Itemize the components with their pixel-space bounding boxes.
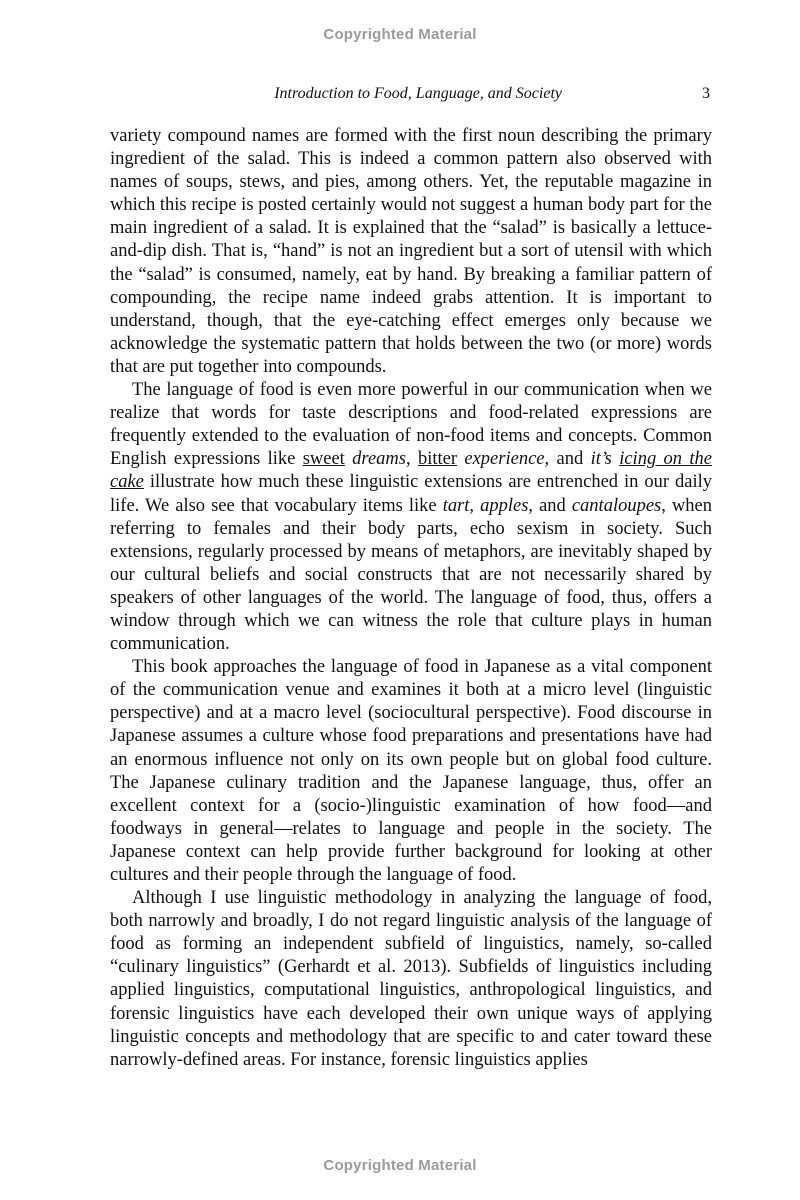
example-bitter: bitter xyxy=(417,449,458,470)
copyright-watermark-bottom: Copyrighted Material xyxy=(323,1157,477,1174)
vocab-apples: apples xyxy=(480,495,529,516)
example-sweet: sweet xyxy=(302,449,345,470)
running-title: Introduction to Food, Language, and Society xyxy=(274,85,562,102)
paragraph-2-text: The language of food is even more powerful in our communication when we realize that words for taste descriptions and food-related expressions are frequently extended to the evaluation of non-food items and concepts. Common English expressions like xyxy=(110,380,712,470)
vocab-cantaloupes: cantaloupes xyxy=(571,495,662,516)
paragraph-2: The language of food is even more powerful in our communication when we realize that words for taste descriptions and food-related expressions are frequently extended to the evaluation of non-food items and concepts. Common English expressions like sweet dreams, bitter experience, and it’s icing on the cake illustrate how much these linguistic extensions are entrenched in our daily life. We also see that vocabulary items like tart, apples, and cantaloupes, when referring to females and their body parts, echo sexism in society. Such extensions, regularly processed by means of metaphors, are inevitably shaped by our cultural beliefs and social constructs that are not necessarily shared by speakers of other languages of the world. The language of food, thus, offers a window through which we can witness the role that culture plays in human communication. xyxy=(110,380,713,655)
example-experience: experience xyxy=(457,449,545,470)
page-number: 3 xyxy=(702,85,710,102)
vocab-tart: tart xyxy=(442,495,470,516)
paragraph-3: This book approaches the language of food in Japanese as a vital component of the communication venue and examines it both at a micro level (linguistic perspective) and at a macro level (sociocultural perspective). Food discourse in Japanese assumes a culture whose food preparations and presentations have had an enormous influence not only on its own people but on global food culture. The Japanese culinary tradition and the Japanese language, thus, offer an excellent context for a (socio-)linguistic examination of how food—and foodways in general—relates to language and people in the society. The Japanese context can help provide further background for looking at other cultures and their people through the language of food. xyxy=(110,657,712,885)
body-text xyxy=(110,125,712,1072)
copyright-watermark-top: Copyrighted Material xyxy=(323,26,477,43)
running-header xyxy=(110,85,710,107)
paragraph-1: variety compound names are formed with the first noun describing the primary ingredient of the salad. This is indeed a common pattern also observed with names of soups, stews, and pies, among others. Yet, the reputable magazine in which this recipe is posted certainly would not suggest a human body part for the main ingredient of a salad. It is explained that the “salad” is basically a lettuce-and-dip dish. That is, “hand” is not an ingredient but a sort of utensil with which the “salad” is consumed, namely, eat by hand. By breaking a familiar pattern of compounding, the recipe name indeed grabs attention. It is important to understand, though, that the eye-catching effect emerges only because we acknowledge the systematic pattern that holds between the two (or more) words that are put together into compounds. xyxy=(110,126,712,377)
paragraph-4: Although I use linguistic methodology in analyzing the language of food, both narrowly and broadly, I do not regard linguistic analysis of the language of food as forming an independent subfield of linguistics, namely, so-called “culinary linguistics” (Gerhardt et al. 2013). Subfields of linguistics including applied linguistics, computational linguistics, anthropological linguistics, and forensic linguistics have each developed their own unique ways of applying linguistic concepts and methodology that are specific to and cater toward these narrowly-defined areas. For instance, forensic linguistics applies xyxy=(110,888,712,1070)
example-its: it’s xyxy=(590,449,620,470)
example-dreams: dreams xyxy=(344,449,406,470)
example-icing-on-the-cake: icing on the cake xyxy=(110,449,713,493)
